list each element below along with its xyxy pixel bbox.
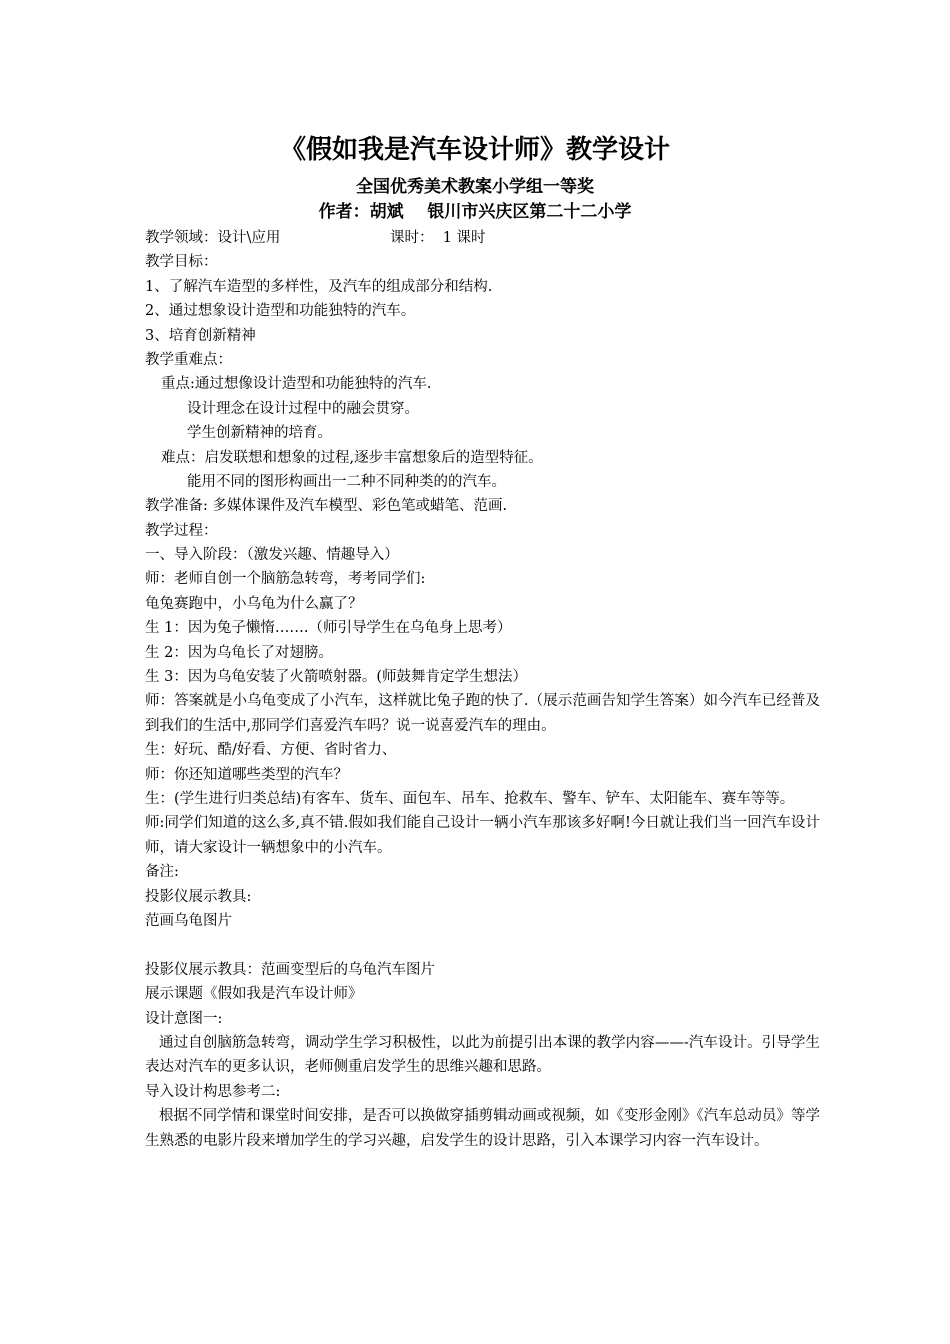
dialogue-paragraph: 师：答案就是小乌龟变成了小汽车，这样就比兔子跑的快了.（展示范画告知学生答案）如今汽车已经普及到我们的生活中,那同学们喜爱汽车吗？说一说喜爱汽车的理由。 [145, 693, 820, 734]
author-line: 作者：胡斌 银川市兴庆区第二十二小学 [318, 202, 632, 222]
dialogue-paragraph: 师:同学们知道的这么多,真不错.假如我们能自己设计一辆小汽车那该多好啊!今日就让我们当一回汽车设计师，请大家设计一辆想象中的小汽车。 [145, 815, 820, 856]
reference-heading: 导入设计构思参考二: [145, 1083, 281, 1100]
teaching-field: 教学领域：设计\应用 [145, 230, 281, 246]
key-point: 设计理念在设计过程中的融会贯穿。 [187, 400, 419, 417]
dialogue-line: 龟兔赛跑中，小乌龟为什么赢了？ [145, 595, 363, 612]
note-line: 投影仪展示教具: [145, 888, 252, 905]
dialogue-line: 生：好玩、酷/好看、方便、省时省力、 [145, 742, 397, 759]
dialogue-paragraph: 生：(学生进行归类总结)有客车、货车、面包车、吊车、抢救车、警车、铲车、太阳能车、赛车等等。 [145, 791, 795, 808]
key-difficulty-heading: 教学重难点： [145, 351, 232, 368]
document-body [145, 226, 820, 1153]
difficulty-point: 能用不同的图形构画出一二种不同种类的的汽车。 [187, 473, 506, 490]
note-line: 投影仪展示教具：范画变型后的乌龟汽车图片 [145, 961, 435, 978]
dialogue-line: 生 1：因为兔子懒惰…….（师引导学生在乌龟身上思考） [145, 620, 512, 637]
document-title: 《假如我是汽车设计师》教学设计 [279, 135, 670, 165]
difficulty-point: 难点：启发联想和想象的过程,逐步丰富想象后的造型特征。 [161, 449, 543, 466]
note-heading: 备注: [145, 864, 179, 881]
goals-heading: 教学目标： [145, 254, 218, 271]
goal-item: 1、了解汽车造型的多样性，及汽车的组成部分和结构. [145, 278, 493, 295]
blank-line [145, 933, 820, 957]
dialogue-line: 生 3：因为乌龟安装了火箭喷射器。(师鼓舞肯定学生想法） [145, 669, 527, 686]
stage-heading: 一、导入阶段：（激发兴趣、情趣导入） [145, 547, 399, 564]
reference-paragraph: 根据不同学情和课堂时间安排，是否可以换做穿插剪辑动画或视频，如《变形金刚》《汽车总动员》等学生熟悉的电影片段来增加学生的学习兴趣，启发学生的设计思路，引入本课学习内容一汽车设计。 [145, 1108, 820, 1149]
key-point: 学生创新精神的培育。 [187, 425, 332, 442]
award-subtitle: 全国优秀美术教案小学组一等奖 [356, 177, 594, 197]
preparation: 教学准备: 多媒体课件及汽车模型、彩色笔或蜡笔、范画. [145, 498, 508, 515]
goal-item: 2、通过想象设计造型和功能独特的汽车。 [145, 303, 416, 320]
intent-heading: 设计意图一: [145, 1010, 223, 1027]
key-point: 重点:通过想像设计造型和功能独特的汽车. [161, 376, 432, 393]
intent-paragraph: 通过自创脑筋急转弯，调动学生学习积极性，以此为前提引出本课的教学内容——-汽车设计。引导学生表达对汽车的更多认识，老师侧重启发学生的思维兴趣和思路。 [145, 1034, 820, 1076]
goal-item: 3、培育创新精神 [145, 327, 256, 344]
process-heading: 教学过程： [145, 522, 218, 539]
dialogue-line: 师：你还知道哪些类型的汽车？ [145, 766, 348, 783]
meta-row [145, 226, 820, 250]
dialogue-line: 师：老师自创一个脑筋急转弯，考考同学们: [145, 571, 426, 588]
dialogue-line: 生 2：因为乌龟长了对翅膀。 [145, 644, 333, 661]
class-hours: 课时： 1 课时 [390, 230, 486, 246]
note-line: 范画乌龟图片 [145, 913, 232, 930]
note-line: 展示课题《假如我是汽车设计师》 [145, 986, 363, 1003]
